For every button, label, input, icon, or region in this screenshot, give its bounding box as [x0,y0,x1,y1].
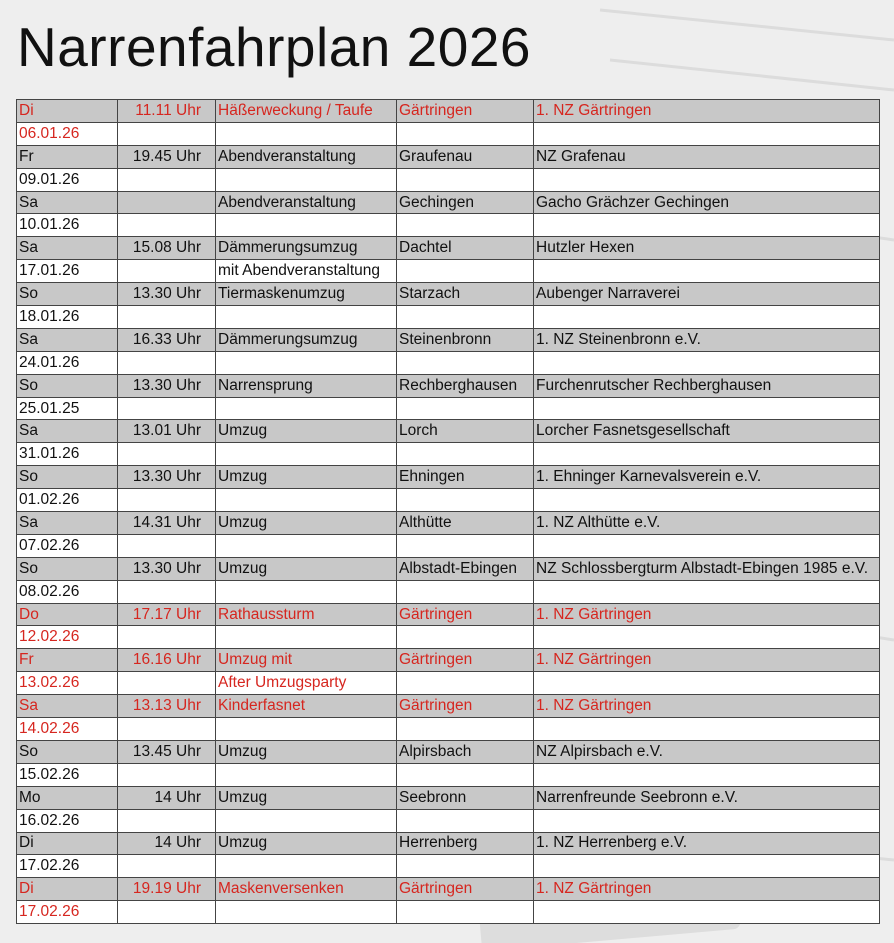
place-cell: Albstadt-Ebingen [397,557,534,580]
day-cell: Di [17,100,118,123]
host-cell: Furchenrutscher Rechberghausen [534,374,880,397]
event-cell: Abendveranstaltung [216,191,397,214]
day-cell: Sa [17,191,118,214]
date-cell: 17.02.26 [17,901,118,924]
event-detail-cell [216,306,397,329]
place-cell: Gärtringen [397,100,534,123]
empty-cell [534,672,880,695]
event-row [17,512,880,535]
event-row [17,832,880,855]
date-cell: 16.02.26 [17,809,118,832]
empty-cell [534,718,880,741]
empty-cell [534,260,880,283]
schedule-table [16,99,880,924]
event-detail-cell [216,443,397,466]
day-cell: So [17,557,118,580]
date-cell: 18.01.26 [17,306,118,329]
time-cell: 16.16 Uhr [118,649,216,672]
place-cell: Gärtringen [397,878,534,901]
event-row [17,695,880,718]
time-cell: 14 Uhr [118,786,216,809]
empty-cell [118,580,216,603]
place-cell: Gärtringen [397,603,534,626]
event-detail-cell: After Umzugsparty [216,672,397,695]
event-detail-cell [216,580,397,603]
host-cell: 1. NZ Gärtringen [534,100,880,123]
empty-cell [534,855,880,878]
empty-cell [534,122,880,145]
host-cell: Lorcher Fasnetsgesellschaft [534,420,880,443]
event-date-row [17,489,880,512]
date-cell: 08.02.26 [17,580,118,603]
event-row [17,878,880,901]
empty-cell [118,260,216,283]
day-cell: Sa [17,512,118,535]
place-cell: Lorch [397,420,534,443]
empty-cell [534,214,880,237]
host-cell: 1. NZ Herrenberg e.V. [534,832,880,855]
event-row [17,466,880,489]
place-cell: Ehningen [397,466,534,489]
event-date-row [17,855,880,878]
event-cell: Umzug [216,786,397,809]
empty-cell [397,809,534,832]
empty-cell [534,489,880,512]
event-date-row [17,214,880,237]
empty-cell [397,214,534,237]
event-cell: Dämmerungsumzug [216,237,397,260]
host-cell: NZ Alpirsbach e.V. [534,740,880,763]
date-cell: 06.01.26 [17,122,118,145]
host-cell: NZ Schlossbergturm Albstadt-Ebingen 1985 e.V. [534,557,880,580]
empty-cell [534,901,880,924]
place-cell: Dachtel [397,237,534,260]
event-cell: Narrensprung [216,374,397,397]
empty-cell [397,534,534,557]
day-cell: So [17,740,118,763]
place-cell: Alpirsbach [397,740,534,763]
date-cell: 25.01.25 [17,397,118,420]
empty-cell [397,168,534,191]
event-date-row [17,306,880,329]
event-detail-cell [216,534,397,557]
event-date-row [17,626,880,649]
host-cell: 1. NZ Gärtringen [534,649,880,672]
event-detail-cell [216,122,397,145]
empty-cell [118,855,216,878]
date-cell: 15.02.26 [17,763,118,786]
empty-cell [118,718,216,741]
time-cell: 14 Uhr [118,832,216,855]
event-detail-cell [216,855,397,878]
day-cell: So [17,283,118,306]
empty-cell [118,489,216,512]
event-detail-cell [216,168,397,191]
place-cell: Graufenau [397,145,534,168]
place-cell: Rechberghausen [397,374,534,397]
empty-cell [534,626,880,649]
day-cell: Di [17,878,118,901]
event-cell: Umzug [216,740,397,763]
empty-cell [118,672,216,695]
host-cell: Gacho Grächzer Gechingen [534,191,880,214]
empty-cell [118,443,216,466]
day-cell: Sa [17,420,118,443]
event-row [17,740,880,763]
place-cell: Herrenberg [397,832,534,855]
event-cell: Tiermaskenumzug [216,283,397,306]
empty-cell [118,306,216,329]
event-detail-cell [216,397,397,420]
event-date-row [17,443,880,466]
time-cell: 11.11 Uhr [118,100,216,123]
day-cell: Sa [17,328,118,351]
event-row [17,603,880,626]
event-detail-cell [216,809,397,832]
empty-cell [397,306,534,329]
event-detail-cell [216,351,397,374]
place-cell: Althütte [397,512,534,535]
place-cell: Gechingen [397,191,534,214]
empty-cell [118,397,216,420]
empty-cell [534,580,880,603]
event-date-row [17,580,880,603]
empty-cell [397,260,534,283]
empty-cell [397,855,534,878]
host-cell: Hutzler Hexen [534,237,880,260]
time-cell: 13.30 Uhr [118,283,216,306]
event-row [17,191,880,214]
date-cell: 12.02.26 [17,626,118,649]
event-date-row [17,901,880,924]
host-cell: 1. NZ Althütte e.V. [534,512,880,535]
event-cell: Häßerweckung / Taufe [216,100,397,123]
event-row [17,374,880,397]
page-title: Narrenfahrplan 2026 [17,16,532,78]
event-detail-cell [216,626,397,649]
event-date-row [17,351,880,374]
day-cell: Fr [17,649,118,672]
empty-cell [397,443,534,466]
event-date-row [17,168,880,191]
empty-cell [534,351,880,374]
empty-cell [397,351,534,374]
empty-cell [118,901,216,924]
event-row [17,420,880,443]
empty-cell [118,351,216,374]
place-cell: Starzach [397,283,534,306]
date-cell: 10.01.26 [17,214,118,237]
day-cell: Di [17,832,118,855]
time-cell: 13.30 Uhr [118,374,216,397]
empty-cell [118,214,216,237]
event-cell: Abendveranstaltung [216,145,397,168]
host-cell: 1. NZ Steinenbronn e.V. [534,328,880,351]
empty-cell [534,534,880,557]
empty-cell [397,626,534,649]
time-cell: 13.30 Uhr [118,557,216,580]
empty-cell [534,809,880,832]
empty-cell [397,763,534,786]
event-date-row [17,809,880,832]
host-cell: 1. NZ Gärtringen [534,695,880,718]
event-row [17,557,880,580]
day-cell: Fr [17,145,118,168]
event-detail-cell [216,718,397,741]
event-date-row [17,260,880,283]
time-cell: 13.30 Uhr [118,466,216,489]
empty-cell [397,489,534,512]
place-cell: Steinenbronn [397,328,534,351]
event-cell: Dämmerungsumzug [216,328,397,351]
event-detail-cell [216,214,397,237]
event-row [17,649,880,672]
event-cell: Umzug [216,512,397,535]
empty-cell [397,718,534,741]
event-date-row [17,763,880,786]
event-row [17,283,880,306]
place-cell: Gärtringen [397,649,534,672]
day-cell: So [17,374,118,397]
event-cell: Rathaussturm [216,603,397,626]
empty-cell [397,901,534,924]
day-cell: So [17,466,118,489]
time-cell: 16.33 Uhr [118,328,216,351]
date-cell: 13.02.26 [17,672,118,695]
empty-cell [118,534,216,557]
time-cell: 13.13 Uhr [118,695,216,718]
event-cell: Kinderfasnet [216,695,397,718]
date-cell: 24.01.26 [17,351,118,374]
time-cell: 13.01 Uhr [118,420,216,443]
event-detail-cell: mit Abendveranstaltung [216,260,397,283]
event-row [17,145,880,168]
time-cell: 19.45 Uhr [118,145,216,168]
empty-cell [534,306,880,329]
place-cell: Seebronn [397,786,534,809]
date-cell: 31.01.26 [17,443,118,466]
event-cell: Maskenversenken [216,878,397,901]
host-cell: 1. NZ Gärtringen [534,878,880,901]
date-cell: 17.02.26 [17,855,118,878]
event-cell: Umzug [216,832,397,855]
event-date-row [17,534,880,557]
event-cell: Umzug [216,466,397,489]
day-cell: Do [17,603,118,626]
empty-cell [534,763,880,786]
day-cell: Sa [17,237,118,260]
event-detail-cell [216,489,397,512]
event-row [17,237,880,260]
schedule-body [17,100,880,924]
empty-cell [534,168,880,191]
empty-cell [118,626,216,649]
empty-cell [397,397,534,420]
empty-cell [534,397,880,420]
empty-cell [397,122,534,145]
event-detail-cell [216,763,397,786]
empty-cell [118,763,216,786]
date-cell: 17.01.26 [17,260,118,283]
empty-cell [397,580,534,603]
empty-cell [397,672,534,695]
event-detail-cell [216,901,397,924]
time-cell: 15.08 Uhr [118,237,216,260]
day-cell: Mo [17,786,118,809]
date-cell: 14.02.26 [17,718,118,741]
event-date-row [17,397,880,420]
event-cell: Umzug mit [216,649,397,672]
empty-cell [118,168,216,191]
event-date-row [17,122,880,145]
place-cell: Gärtringen [397,695,534,718]
event-cell: Umzug [216,420,397,443]
date-cell: 01.02.26 [17,489,118,512]
empty-cell [534,443,880,466]
host-cell: Narrenfreunde Seebronn e.V. [534,786,880,809]
host-cell: 1. NZ Gärtringen [534,603,880,626]
time-cell: 14.31 Uhr [118,512,216,535]
time-cell: 13.45 Uhr [118,740,216,763]
event-row [17,786,880,809]
event-row [17,100,880,123]
empty-cell [118,122,216,145]
time-cell [118,191,216,214]
time-cell: 17.17 Uhr [118,603,216,626]
event-row [17,328,880,351]
date-cell: 07.02.26 [17,534,118,557]
day-cell: Sa [17,695,118,718]
time-cell: 19.19 Uhr [118,878,216,901]
host-cell: Aubenger Narraverei [534,283,880,306]
empty-cell [118,809,216,832]
host-cell: 1. Ehninger Karnevalsverein e.V. [534,466,880,489]
event-date-row [17,718,880,741]
host-cell: NZ Grafenau [534,145,880,168]
event-date-row [17,672,880,695]
date-cell: 09.01.26 [17,168,118,191]
event-cell: Umzug [216,557,397,580]
